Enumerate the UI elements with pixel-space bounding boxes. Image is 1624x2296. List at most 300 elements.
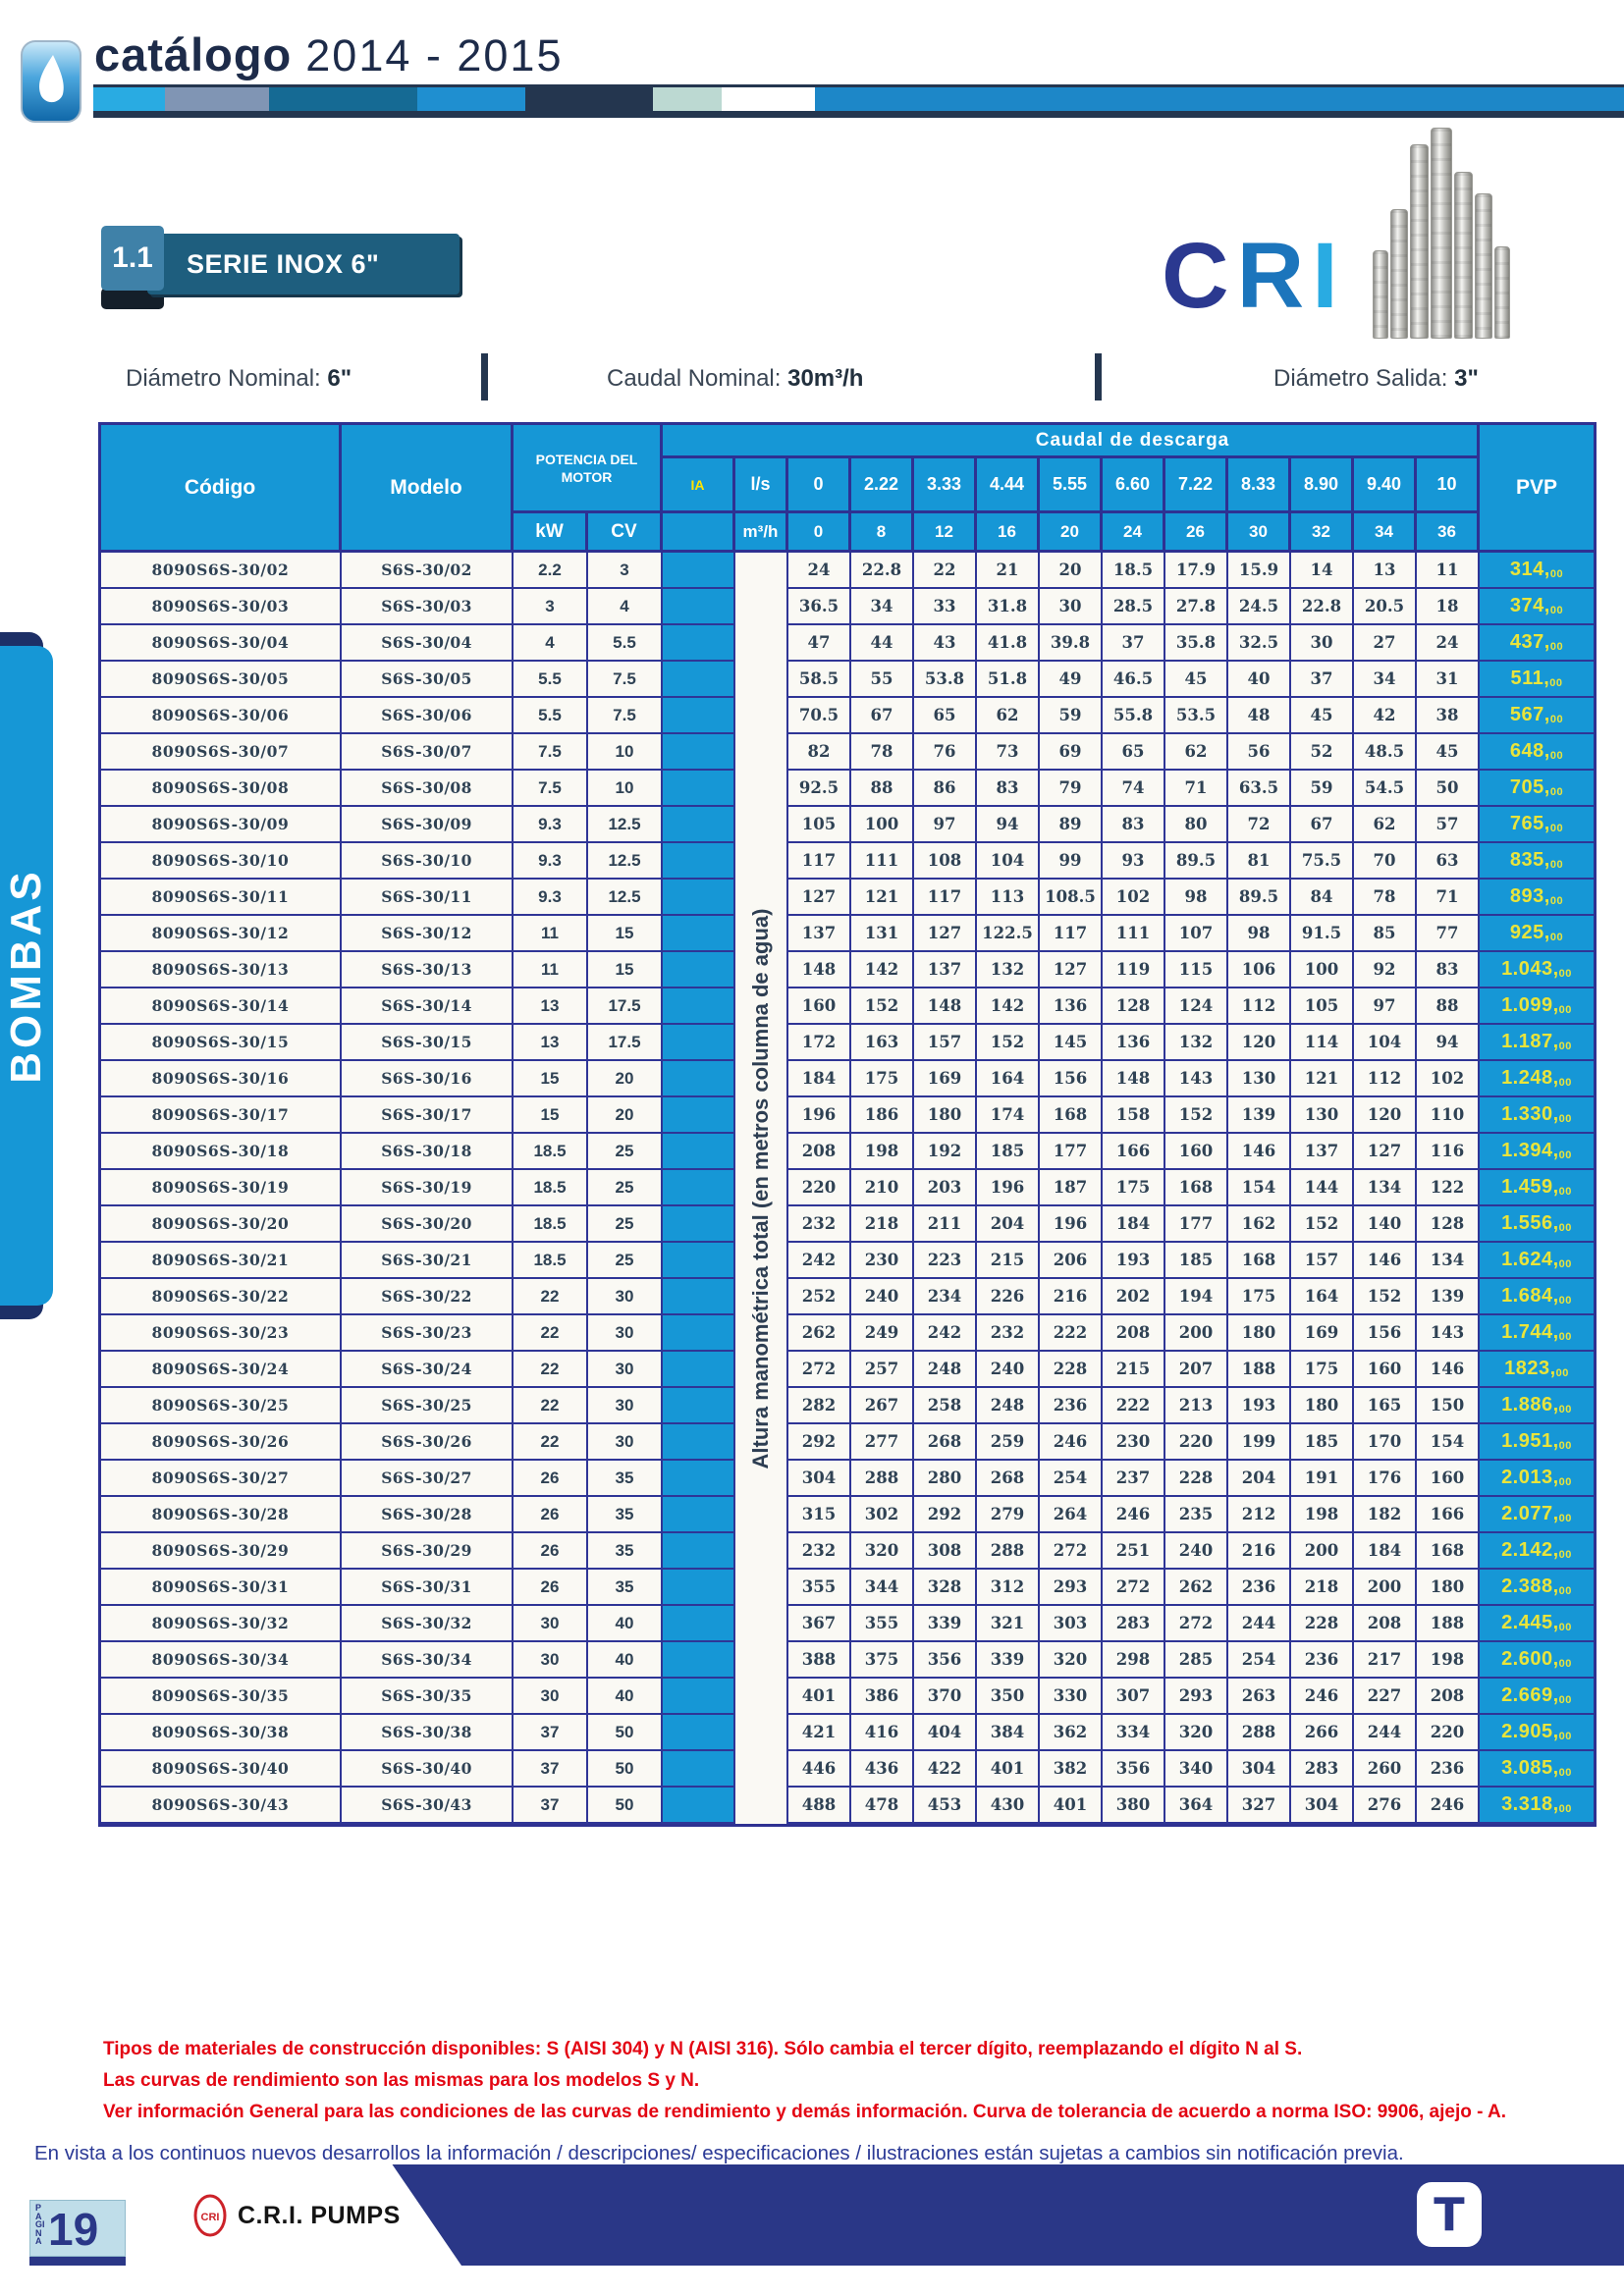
cell-head-value: 228 bbox=[1165, 1461, 1228, 1497]
cell-kw: 18.5 bbox=[514, 1243, 588, 1279]
table-row-right bbox=[788, 916, 1594, 952]
cell-head-value: 216 bbox=[1228, 1533, 1291, 1570]
table-row-left bbox=[101, 1461, 735, 1497]
pvp-integer: 648, bbox=[1509, 740, 1550, 762]
cell-head-value: 21 bbox=[977, 553, 1040, 589]
pvp-integer: 3.318, bbox=[1501, 1793, 1559, 1815]
caudal-descarga-block bbox=[788, 425, 1480, 553]
section-title: SERIE INOX 6" bbox=[187, 248, 380, 279]
pvp-integer: 1.043, bbox=[1501, 958, 1559, 980]
cell-pvp bbox=[1480, 1279, 1594, 1315]
material-notes bbox=[103, 2034, 1506, 2128]
table-row-left bbox=[101, 1533, 735, 1570]
table-row-left bbox=[101, 589, 735, 625]
cell-head-value: 31.8 bbox=[977, 589, 1040, 625]
cell-head-value: 453 bbox=[914, 1788, 977, 1824]
cell-head-value: 146 bbox=[1228, 1134, 1291, 1170]
cell-head-value: 137 bbox=[788, 916, 851, 952]
table-row-left bbox=[101, 1097, 735, 1134]
cell-kw: 9.3 bbox=[514, 807, 588, 843]
cell-head-value: 108 bbox=[914, 843, 977, 880]
cell-head-value: 154 bbox=[1417, 1424, 1480, 1461]
cell-head-value: 62 bbox=[977, 698, 1040, 734]
col-header-cv: CV bbox=[588, 513, 663, 553]
cell-head-value: 215 bbox=[977, 1243, 1040, 1279]
cell-ia bbox=[663, 880, 735, 916]
cell-head-value: 73 bbox=[977, 734, 1040, 771]
vertical-label-strip bbox=[735, 553, 788, 1824]
cell-head-value: 35.8 bbox=[1165, 625, 1228, 662]
cell-head-value: 127 bbox=[1354, 1134, 1417, 1170]
cell-cv: 12.5 bbox=[588, 880, 663, 916]
cell-pvp bbox=[1480, 1134, 1594, 1170]
pvp-integer: 1.886, bbox=[1501, 1394, 1559, 1415]
col-header-m3h: m³/h bbox=[735, 513, 788, 553]
cell-head-value: 143 bbox=[1165, 1061, 1228, 1097]
cell-kw: 15 bbox=[514, 1061, 588, 1097]
cell-modelo: S6S-30/40 bbox=[342, 1751, 514, 1788]
col-header-kw: kW bbox=[514, 513, 588, 553]
cell-head-value: 148 bbox=[914, 988, 977, 1025]
cell-modelo: S6S-30/18 bbox=[342, 1134, 514, 1170]
footer-brand-name: C.R.I. PUMPS bbox=[238, 2202, 401, 2229]
cell-ia bbox=[663, 1606, 735, 1642]
cell-modelo: S6S-30/04 bbox=[342, 625, 514, 662]
pvp-decimals: 00 bbox=[1558, 1331, 1572, 1343]
cell-head-value: 168 bbox=[1165, 1170, 1228, 1206]
cell-modelo: S6S-30/07 bbox=[342, 734, 514, 771]
color-bar-underline bbox=[93, 111, 1624, 118]
cell-head-value: 375 bbox=[851, 1642, 914, 1679]
spec-label: Diámetro Nominal: bbox=[126, 365, 321, 392]
pvp-integer: 1.099, bbox=[1501, 994, 1559, 1016]
cell-head-value: 232 bbox=[788, 1533, 851, 1570]
cell-head-value: 356 bbox=[1103, 1751, 1165, 1788]
pvp-integer: 1.330, bbox=[1501, 1103, 1559, 1125]
cell-head-value: 184 bbox=[788, 1061, 851, 1097]
cell-head-value: 75.5 bbox=[1291, 843, 1354, 880]
cell-head-value: 88 bbox=[1417, 988, 1480, 1025]
cell-head-value: 216 bbox=[1040, 1279, 1103, 1315]
cell-head-value: 185 bbox=[977, 1134, 1040, 1170]
cell-head-value: 148 bbox=[788, 952, 851, 988]
cell-head-value: 45 bbox=[1165, 662, 1228, 698]
body-right bbox=[788, 553, 1594, 1824]
cell-cv: 12.5 bbox=[588, 843, 663, 880]
spec-label: Diámetro Salida: bbox=[1273, 365, 1448, 392]
table-row-right bbox=[788, 988, 1594, 1025]
cell-ia bbox=[663, 1243, 735, 1279]
cell-modelo: S6S-30/05 bbox=[342, 662, 514, 698]
cell-head-value: 246 bbox=[1103, 1497, 1165, 1533]
cri-letter-r: R bbox=[1236, 224, 1313, 328]
cell-ia bbox=[663, 771, 735, 807]
cell-head-value: 248 bbox=[914, 1352, 977, 1388]
cell-head-value: 213 bbox=[1165, 1388, 1228, 1424]
cell-head-value: 97 bbox=[914, 807, 977, 843]
pvp-decimals: 00 bbox=[1558, 1149, 1572, 1161]
cell-codigo: 8090S6S-30/21 bbox=[101, 1243, 342, 1279]
cell-pvp bbox=[1480, 843, 1594, 880]
header-m3h-value: 36 bbox=[1417, 513, 1480, 553]
cell-modelo: S6S-30/26 bbox=[342, 1424, 514, 1461]
cell-cv: 25 bbox=[588, 1170, 663, 1206]
pvp-decimals: 00 bbox=[1558, 1041, 1572, 1052]
cell-head-value: 152 bbox=[977, 1025, 1040, 1061]
pvp-decimals: 00 bbox=[1549, 932, 1564, 943]
cell-kw: 26 bbox=[514, 1497, 588, 1533]
col-header-ls: l/s bbox=[735, 458, 788, 513]
cell-head-value: 191 bbox=[1291, 1461, 1354, 1497]
cell-cv: 30 bbox=[588, 1388, 663, 1424]
cell-codigo: 8090S6S-30/18 bbox=[101, 1134, 342, 1170]
cell-kw: 5.5 bbox=[514, 662, 588, 698]
cell-codigo: 8090S6S-30/04 bbox=[101, 625, 342, 662]
header-m3h-value: 0 bbox=[788, 513, 851, 553]
cell-head-value: 24 bbox=[1417, 625, 1480, 662]
cell-head-value: 260 bbox=[1354, 1751, 1417, 1788]
table-row-right bbox=[788, 734, 1594, 771]
cell-head-value: 53.5 bbox=[1165, 698, 1228, 734]
body-left bbox=[101, 553, 735, 1824]
table-row-right bbox=[788, 1424, 1594, 1461]
cell-codigo: 8090S6S-30/38 bbox=[101, 1715, 342, 1751]
table-row-right bbox=[788, 553, 1594, 589]
cell-head-value: 67 bbox=[1291, 807, 1354, 843]
pvp-integer: 765, bbox=[1509, 813, 1550, 834]
cell-head-value: 84 bbox=[1291, 880, 1354, 916]
cell-head-value: 43 bbox=[914, 625, 977, 662]
pvp-decimals: 00 bbox=[1558, 1258, 1572, 1270]
table-row-left bbox=[101, 1606, 735, 1642]
cell-head-value: 100 bbox=[1291, 952, 1354, 988]
cell-head-value: 136 bbox=[1103, 1025, 1165, 1061]
table-row-left bbox=[101, 1315, 735, 1352]
cell-head-value: 86 bbox=[914, 771, 977, 807]
cell-head-value: 386 bbox=[851, 1679, 914, 1715]
cell-pvp bbox=[1480, 698, 1594, 734]
page-number-box bbox=[29, 2200, 126, 2257]
cell-head-value: 83 bbox=[977, 771, 1040, 807]
cell-head-value: 104 bbox=[977, 843, 1040, 880]
cell-head-value: 320 bbox=[851, 1533, 914, 1570]
cell-head-value: 251 bbox=[1103, 1533, 1165, 1570]
pump-data-table bbox=[98, 422, 1597, 1827]
table-row-left bbox=[101, 625, 735, 662]
cell-head-value: 152 bbox=[1291, 1206, 1354, 1243]
color-bar-segment bbox=[815, 87, 1624, 111]
table-row-left bbox=[101, 1497, 735, 1533]
cell-cv: 40 bbox=[588, 1679, 663, 1715]
cell-pvp bbox=[1480, 1388, 1594, 1424]
cell-pvp bbox=[1480, 1352, 1594, 1388]
cell-head-value: 355 bbox=[788, 1570, 851, 1606]
cell-head-value: 242 bbox=[914, 1315, 977, 1352]
cell-cv: 15 bbox=[588, 952, 663, 988]
cell-head-value: 488 bbox=[788, 1788, 851, 1824]
cell-head-value: 136 bbox=[1040, 988, 1103, 1025]
cell-head-value: 47 bbox=[788, 625, 851, 662]
pvp-decimals: 00 bbox=[1549, 714, 1564, 725]
cell-modelo: S6S-30/38 bbox=[342, 1715, 514, 1751]
cell-head-value: 166 bbox=[1417, 1497, 1480, 1533]
caudal-descarga-banner: Caudal de descarga bbox=[788, 425, 1480, 458]
catalog-title-word: catálogo bbox=[94, 28, 293, 80]
table-row-left bbox=[101, 553, 735, 589]
pvp-integer: 1.556, bbox=[1501, 1212, 1559, 1234]
cell-head-value: 267 bbox=[851, 1388, 914, 1424]
cell-modelo: S6S-30/03 bbox=[342, 589, 514, 625]
cell-head-value: 113 bbox=[977, 880, 1040, 916]
pvp-integer: 374, bbox=[1509, 595, 1550, 616]
table-row-left bbox=[101, 1570, 735, 1606]
sidebar-tab-bombas bbox=[0, 646, 53, 1306]
cell-cv: 25 bbox=[588, 1206, 663, 1243]
pvp-decimals: 00 bbox=[1549, 568, 1564, 580]
table-row-right bbox=[788, 1134, 1594, 1170]
table-row-left bbox=[101, 1715, 735, 1751]
cell-head-value: 89 bbox=[1040, 807, 1103, 843]
cell-head-value: 81 bbox=[1228, 843, 1291, 880]
cell-head-value: 187 bbox=[1040, 1170, 1103, 1206]
cell-cv: 7.5 bbox=[588, 698, 663, 734]
cell-head-value: 76 bbox=[914, 734, 977, 771]
table-body bbox=[101, 553, 1594, 1824]
pvp-decimals: 00 bbox=[1558, 1440, 1572, 1452]
cell-head-value: 204 bbox=[977, 1206, 1040, 1243]
cell-ia bbox=[663, 952, 735, 988]
cell-head-value: 282 bbox=[788, 1388, 851, 1424]
table-row-left bbox=[101, 1642, 735, 1679]
cell-head-value: 51.8 bbox=[977, 662, 1040, 698]
cell-head-value: 143 bbox=[1417, 1315, 1480, 1352]
cell-head-value: 293 bbox=[1040, 1570, 1103, 1606]
cri-letter-c: C bbox=[1162, 224, 1237, 328]
cell-head-value: 254 bbox=[1040, 1461, 1103, 1497]
header-m3h-value: 32 bbox=[1291, 513, 1354, 553]
cell-codigo: 8090S6S-30/09 bbox=[101, 807, 342, 843]
cell-head-value: 240 bbox=[977, 1352, 1040, 1388]
cell-head-value: 180 bbox=[1417, 1570, 1480, 1606]
cell-pvp bbox=[1480, 916, 1594, 952]
header-ls-values bbox=[788, 458, 1480, 513]
cell-head-value: 215 bbox=[1103, 1352, 1165, 1388]
cell-modelo: S6S-30/17 bbox=[342, 1097, 514, 1134]
cell-cv: 15 bbox=[588, 916, 663, 952]
cell-head-value: 180 bbox=[1228, 1315, 1291, 1352]
cell-ia bbox=[663, 1097, 735, 1134]
cell-head-value: 146 bbox=[1354, 1243, 1417, 1279]
cell-head-value: 223 bbox=[914, 1243, 977, 1279]
pvp-integer: 1823, bbox=[1504, 1358, 1556, 1379]
cell-head-value: 137 bbox=[1291, 1134, 1354, 1170]
spec-value: 6" bbox=[327, 365, 352, 392]
pvp-integer: 925, bbox=[1509, 922, 1550, 943]
cell-head-value: 186 bbox=[851, 1097, 914, 1134]
cell-head-value: 83 bbox=[1103, 807, 1165, 843]
cell-head-value: 37 bbox=[1103, 625, 1165, 662]
cell-head-value: 180 bbox=[1291, 1388, 1354, 1424]
cell-head-value: 24 bbox=[788, 553, 851, 589]
water-drop-logo-icon bbox=[20, 39, 82, 124]
cell-codigo: 8090S6S-30/13 bbox=[101, 952, 342, 988]
cell-head-value: 210 bbox=[851, 1170, 914, 1206]
pvp-decimals: 00 bbox=[1549, 605, 1564, 616]
cell-modelo: S6S-30/08 bbox=[342, 771, 514, 807]
cell-ia bbox=[663, 1206, 735, 1243]
pvp-decimals: 00 bbox=[1558, 1549, 1572, 1561]
cell-pvp bbox=[1480, 1606, 1594, 1642]
cell-head-value: 244 bbox=[1354, 1715, 1417, 1751]
cell-head-value: 401 bbox=[1040, 1788, 1103, 1824]
cell-head-value: 34 bbox=[1354, 662, 1417, 698]
cell-head-value: 446 bbox=[788, 1751, 851, 1788]
table-row-right bbox=[788, 1679, 1594, 1715]
cell-head-value: 259 bbox=[977, 1424, 1040, 1461]
cell-head-value: 315 bbox=[788, 1497, 851, 1533]
table-row-right bbox=[788, 1061, 1594, 1097]
cell-head-value: 478 bbox=[851, 1788, 914, 1824]
pump-cylinder bbox=[1431, 128, 1451, 339]
cell-codigo: 8090S6S-30/25 bbox=[101, 1388, 342, 1424]
cell-modelo: S6S-30/32 bbox=[342, 1606, 514, 1642]
cell-head-value: 94 bbox=[977, 807, 1040, 843]
cell-head-value: 142 bbox=[977, 988, 1040, 1025]
table-row-right bbox=[788, 771, 1594, 807]
cell-head-value: 28.5 bbox=[1103, 589, 1165, 625]
table-row-left bbox=[101, 843, 735, 880]
header-spacer bbox=[735, 425, 788, 458]
cell-pvp bbox=[1480, 1679, 1594, 1715]
cell-head-value: 198 bbox=[1291, 1497, 1354, 1533]
header-m3h-value: 34 bbox=[1354, 513, 1417, 553]
cell-kw: 2.2 bbox=[514, 553, 588, 589]
cell-pvp bbox=[1480, 1170, 1594, 1206]
cell-head-value: 184 bbox=[1103, 1206, 1165, 1243]
pvp-decimals: 00 bbox=[1558, 1404, 1572, 1415]
cell-head-value: 355 bbox=[851, 1606, 914, 1642]
cell-codigo: 8090S6S-30/16 bbox=[101, 1061, 342, 1097]
cell-pvp bbox=[1480, 1642, 1594, 1679]
pvp-decimals: 00 bbox=[1558, 1186, 1572, 1198]
table-row-left bbox=[101, 1388, 735, 1424]
cell-head-value: 327 bbox=[1228, 1788, 1291, 1824]
pvp-integer: 314, bbox=[1509, 559, 1550, 580]
cell-head-value: 279 bbox=[977, 1497, 1040, 1533]
pvp-decimals: 00 bbox=[1558, 1731, 1572, 1742]
cell-head-value: 182 bbox=[1354, 1497, 1417, 1533]
cell-head-value: 24.5 bbox=[1228, 589, 1291, 625]
cell-cv: 30 bbox=[588, 1424, 663, 1461]
cell-head-value: 54.5 bbox=[1354, 771, 1417, 807]
color-bar-segment bbox=[417, 87, 525, 111]
pvp-decimals: 00 bbox=[1549, 859, 1564, 871]
pump-cylinder bbox=[1475, 193, 1492, 339]
col-header-units-block bbox=[735, 425, 788, 553]
cell-head-value: 228 bbox=[1040, 1352, 1103, 1388]
table-header bbox=[101, 425, 1594, 553]
cell-pvp bbox=[1480, 1315, 1594, 1352]
cell-cv: 10 bbox=[588, 771, 663, 807]
cell-codigo: 8090S6S-30/22 bbox=[101, 1279, 342, 1315]
note-line: Tipos de materiales de construcción disponibles: S (AISI 304) y N (AISI 316). Sólo cambia el tercer dígito, reemplazando el dígito N al S. bbox=[103, 2039, 1303, 2059]
pvp-integer: 1.248, bbox=[1501, 1067, 1559, 1089]
pvp-decimals: 00 bbox=[1558, 1622, 1572, 1633]
cell-head-value: 92 bbox=[1354, 952, 1417, 988]
cell-head-value: 188 bbox=[1417, 1606, 1480, 1642]
cell-cv: 5.5 bbox=[588, 625, 663, 662]
cell-pvp bbox=[1480, 1788, 1594, 1824]
cell-codigo: 8090S6S-30/29 bbox=[101, 1533, 342, 1570]
cell-head-value: 160 bbox=[1417, 1461, 1480, 1497]
cell-head-value: 236 bbox=[1040, 1388, 1103, 1424]
cell-kw: 18.5 bbox=[514, 1134, 588, 1170]
cell-head-value: 132 bbox=[1165, 1025, 1228, 1061]
cell-head-value: 244 bbox=[1228, 1606, 1291, 1642]
cell-head-value: 264 bbox=[1040, 1497, 1103, 1533]
page-number: 19 bbox=[48, 2204, 99, 2255]
cell-modelo: S6S-30/20 bbox=[342, 1206, 514, 1243]
cell-head-value: 168 bbox=[1228, 1243, 1291, 1279]
cell-head-value: 154 bbox=[1228, 1170, 1291, 1206]
cell-kw: 37 bbox=[514, 1751, 588, 1788]
spec-diametro-nominal bbox=[126, 365, 352, 393]
cell-codigo: 8090S6S-30/02 bbox=[101, 553, 342, 589]
pvp-decimals: 00 bbox=[1558, 1295, 1572, 1307]
cell-ia bbox=[663, 1134, 735, 1170]
cell-head-value: 63.5 bbox=[1228, 771, 1291, 807]
cell-head-value: 110 bbox=[1417, 1097, 1480, 1134]
cell-ia bbox=[663, 1788, 735, 1824]
cell-head-value: 32.5 bbox=[1228, 625, 1291, 662]
cell-head-value: 165 bbox=[1354, 1388, 1417, 1424]
cell-kw: 37 bbox=[514, 1788, 588, 1824]
table-row-left bbox=[101, 698, 735, 734]
cell-head-value: 293 bbox=[1165, 1679, 1228, 1715]
cell-head-value: 152 bbox=[1165, 1097, 1228, 1134]
cell-kw: 13 bbox=[514, 1025, 588, 1061]
cell-head-value: 196 bbox=[977, 1170, 1040, 1206]
cell-head-value: 174 bbox=[977, 1097, 1040, 1134]
cell-head-value: 312 bbox=[977, 1570, 1040, 1606]
cell-head-value: 137 bbox=[914, 952, 977, 988]
table-row-right bbox=[788, 698, 1594, 734]
cell-cv: 35 bbox=[588, 1533, 663, 1570]
cell-head-value: 71 bbox=[1165, 771, 1228, 807]
cell-head-value: 192 bbox=[914, 1134, 977, 1170]
cell-head-value: 175 bbox=[1228, 1279, 1291, 1315]
pvp-integer: 2.013, bbox=[1501, 1467, 1559, 1488]
cell-codigo: 8090S6S-30/43 bbox=[101, 1788, 342, 1824]
table-row-right bbox=[788, 1097, 1594, 1134]
cell-kw: 15 bbox=[514, 1097, 588, 1134]
pvp-decimals: 00 bbox=[1558, 1476, 1572, 1488]
cell-pvp bbox=[1480, 734, 1594, 771]
cell-head-value: 62 bbox=[1354, 807, 1417, 843]
pvp-integer: 835, bbox=[1509, 849, 1550, 871]
cell-head-value: 176 bbox=[1354, 1461, 1417, 1497]
catalog-years: 2014 - 2015 bbox=[305, 30, 564, 80]
cell-head-value: 160 bbox=[1354, 1352, 1417, 1388]
table-row-left bbox=[101, 1788, 735, 1824]
cell-head-value: 170 bbox=[1354, 1424, 1417, 1461]
cell-head-value: 132 bbox=[977, 952, 1040, 988]
cell-head-value: 204 bbox=[1228, 1461, 1291, 1497]
cell-ia bbox=[663, 734, 735, 771]
cell-head-value: 144 bbox=[1291, 1170, 1354, 1206]
cell-head-value: 77 bbox=[1417, 916, 1480, 952]
cell-pvp bbox=[1480, 807, 1594, 843]
